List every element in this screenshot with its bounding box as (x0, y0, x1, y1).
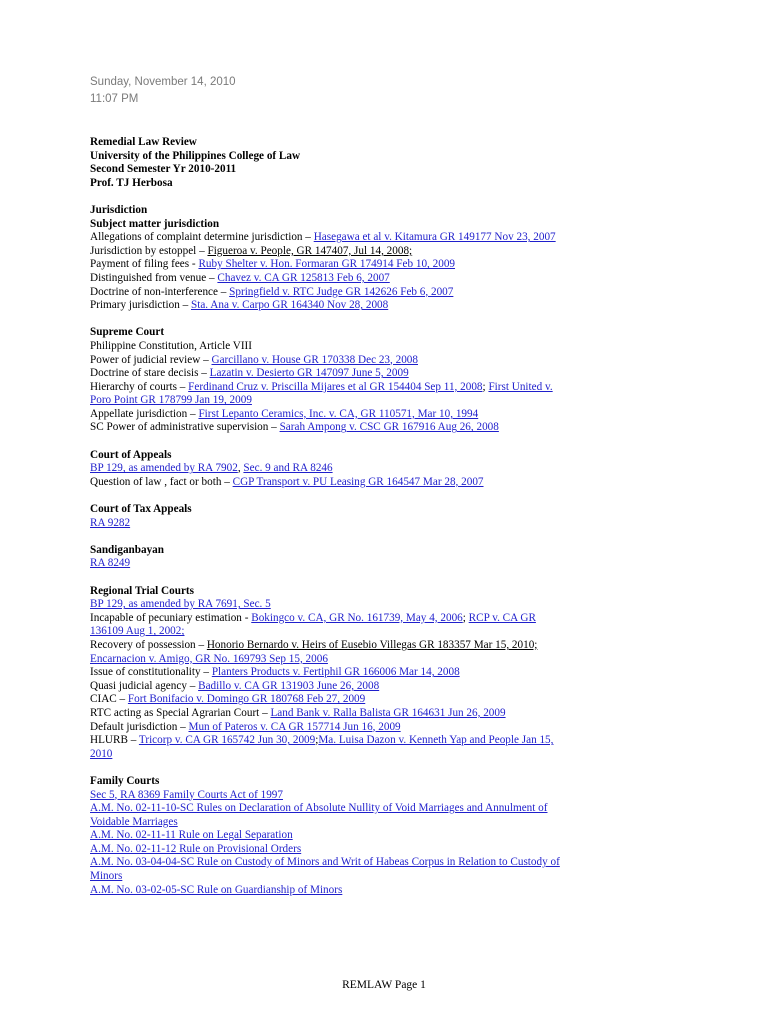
section-court-of-tax-appeals (90, 503, 566, 530)
entry-label: Payment of filing fees - (90, 258, 199, 271)
entry (90, 299, 566, 313)
case-link[interactable]: First United v. Poro Point GR 178799 Jan 19, 2009 (90, 380, 553, 407)
entry-label: Primary jurisdiction – (90, 299, 191, 312)
separator: ; (462, 611, 469, 624)
section-heading: Family Courts (90, 774, 160, 787)
separator: , (237, 462, 244, 475)
entry (90, 666, 566, 680)
document-time: 11:07 PM (90, 93, 139, 105)
entry-label: Jurisdiction by estoppel – (90, 244, 208, 257)
case-link[interactable]: A.M. No. 02-11-11 Rule on Legal Separation (90, 829, 293, 842)
section-family-courts (90, 775, 566, 897)
entry (90, 693, 566, 707)
case-link[interactable]: A.M. No. 03-02-05-SC Rule on Guardianship of Minors (90, 883, 343, 896)
case-link[interactable]: BP 129, as amended by RA 7691, Sec. 5 (90, 598, 271, 611)
section-heading: Sandiganbayan (90, 543, 165, 556)
entry (90, 245, 566, 259)
section-heading: Jurisdiction (90, 203, 148, 216)
entry (90, 612, 566, 639)
entry (90, 354, 566, 368)
section-heading: Regional Trial Courts (90, 584, 195, 597)
entry (90, 829, 566, 843)
case-link[interactable]: First Lepanto Ceramics, Inc. v. CA, GR 110571, Mar 10, 1994 (198, 407, 479, 420)
case-link[interactable]: Springfield v. RTC Judge GR 142626 Feb 6, 2007 (229, 285, 454, 298)
case-link[interactable]: Mun of Pateros v. CA GR 157714 Jun 16, 2009 (188, 720, 401, 733)
case-link[interactable]: RA 9282 (90, 516, 131, 529)
case-link[interactable]: Badillo v. CA GR 131903 June 26, 2008 (198, 679, 380, 692)
case-citation: Figueroa v. People, GR 147407, Jul 14, 2008; (207, 244, 413, 257)
case-link[interactable]: Garcillano v. House GR 170338 Dec 23, 2008 (211, 353, 418, 366)
entry-label: Incapable of pecuniary estimation - (90, 611, 252, 624)
semester: Second Semester Yr 2010-2011 (90, 163, 237, 176)
entry-label: Appellate jurisdiction – (90, 407, 199, 420)
entry-label: Default jurisdiction – (90, 720, 189, 733)
professor: Prof. TJ Herbosa (90, 176, 173, 189)
entry-label: Doctrine of non-interference – (90, 285, 230, 298)
section-jurisdiction (90, 204, 566, 313)
separator: ; (315, 734, 319, 747)
section-court-of-appeals (90, 449, 566, 490)
course-title: Remedial Law Review (90, 136, 197, 148)
entry (90, 721, 566, 735)
entry (90, 517, 566, 531)
case-link[interactable]: A.M. No. 02-11-12 Rule on Provisional Orders (90, 842, 302, 855)
entry (90, 340, 566, 354)
entry (90, 789, 566, 803)
entry-label: CIAC – (90, 693, 128, 706)
case-link[interactable]: A.M. No. 02-11-10-SC Rules on Declaration of Absolute Nullity of Void Marriages and Annulment of Voidable Marriages (90, 802, 548, 828)
entry (90, 856, 566, 883)
entry (90, 286, 566, 300)
entry (90, 231, 566, 245)
case-link[interactable]: RA 8249 (90, 557, 131, 570)
case-link[interactable]: Fort Bonifacio v. Domingo GR 180768 Feb 27, 2009 (127, 693, 366, 706)
case-link[interactable]: A.M. No. 03-04-04-SC Rule on Custody of Minors and Writ of Habeas Corpus in Relation to Custody of Minors (90, 856, 560, 883)
entry-label: HLURB – (90, 734, 139, 747)
entry-label: Power of judicial review – (90, 353, 212, 366)
case-link[interactable]: Ferdinand Cruz v. Priscilla Mijares et al GR 154404 Sep 11, 2008 (188, 380, 483, 393)
entry (90, 680, 566, 694)
case-link[interactable]: Chavez v. CA GR 125813 Feb 6, 2007 (217, 271, 390, 284)
entry (90, 408, 566, 422)
school-name: University of the Philippines College of Law (90, 149, 301, 162)
entry (90, 734, 566, 761)
entry-label: Distinguished from venue – (90, 271, 218, 284)
entry-label: Doctrine of stare decisis – (90, 367, 210, 380)
page-footer: REMLAW Page 1 (342, 979, 426, 991)
section-heading: Supreme Court (90, 326, 165, 339)
case-link[interactable]: Sec. 9 and RA 8246 (243, 462, 333, 475)
case-link[interactable]: Land Bank v. Ralla Balista GR 164631 Jun 26, 2009 (270, 706, 506, 719)
entry-label: Philippine Constitution, Article VIII (90, 339, 253, 352)
entry (90, 421, 566, 435)
entry-label: Quasi judicial agency – (90, 679, 199, 692)
notes-body (90, 136, 566, 897)
entry (90, 557, 566, 571)
entry-label: Issue of constitutionality – (90, 666, 212, 679)
section-heading: Court of Tax Appeals (90, 503, 192, 516)
case-link[interactable]: Sarah Ampong v. CSC GR 167916 Aug 26, 2008 (279, 421, 499, 434)
entry (90, 272, 566, 286)
entry-label: Question of law , fact or both – (90, 475, 233, 488)
entry (90, 653, 566, 667)
entry (90, 381, 566, 408)
case-link[interactable]: Hasegawa et al v. Kitamura GR 149177 Nov 23, 2007 (313, 231, 556, 244)
entry (90, 884, 566, 898)
case-link[interactable]: Tricorp v. CA GR 165742 Jun 30, 2009 (138, 734, 316, 747)
entry (90, 462, 566, 476)
case-link[interactable]: CGP Transport v. PU Leasing GR 164547 Mar 28, 2007 (232, 475, 484, 488)
separator: ; (482, 380, 489, 393)
case-link[interactable]: Sec 5, RA 8369 Family Courts Act of 1997 (90, 788, 283, 801)
document-date: Sunday, November 14, 2010 (90, 76, 236, 88)
case-link[interactable]: Lazatin v. Desierto GR 147097 June 5, 2009 (209, 367, 409, 380)
entry-label: SC Power of administrative supervision – (90, 421, 280, 434)
entry (90, 707, 566, 721)
case-link[interactable]: Planters Products v. Fertiphil GR 166006 Mar 14, 2008 (211, 666, 460, 679)
case-link[interactable]: Ma. Luisa Dazon v. Kenneth Yap and People Jan 15, 2010 (90, 734, 554, 760)
entry-label: Recovery of possession – (90, 638, 207, 651)
section-sandiganbayan (90, 544, 566, 571)
case-citation: Honorio Bernardo v. Heirs of Eusebio Villegas GR 183357 Mar 15, 2010; (206, 638, 538, 651)
section-heading: Court of Appeals (90, 448, 172, 461)
course-header (90, 136, 566, 190)
entry (90, 639, 566, 653)
section-regional-trial-courts (90, 585, 566, 762)
case-link[interactable]: BP 129, as amended by RA 7902 (90, 462, 238, 475)
entry (90, 476, 566, 490)
entry (90, 598, 566, 612)
entry-label: Hierarchy of courts – (90, 380, 189, 393)
entry (90, 843, 566, 857)
entry (90, 367, 566, 381)
case-link[interactable]: Encarnacion v. Amigo, GR No. 169793 Sep 15, 2006 (90, 652, 328, 665)
section-supreme-court (90, 326, 566, 435)
entry (90, 258, 566, 272)
entry-label: RTC acting as Special Agrarian Court – (90, 706, 271, 719)
sections (90, 204, 566, 897)
case-link[interactable]: Bokingco v. CA, GR No. 161739, May 4, 2006 (251, 611, 463, 624)
case-link[interactable]: RCP v. CA GR 136109 Aug 1, 2002; (90, 611, 536, 638)
section-subheading: Subject matter jurisdiction (90, 217, 220, 230)
case-link[interactable]: Ruby Shelter v. Hon. Formaran GR 174914 Feb 10, 2009 (198, 258, 456, 271)
entry (90, 802, 566, 829)
entry-label: Allegations of complaint determine jurisdiction – (90, 231, 314, 244)
case-link[interactable]: Sta. Ana v. Carpo GR 164340 Nov 28, 2008 (191, 299, 389, 312)
